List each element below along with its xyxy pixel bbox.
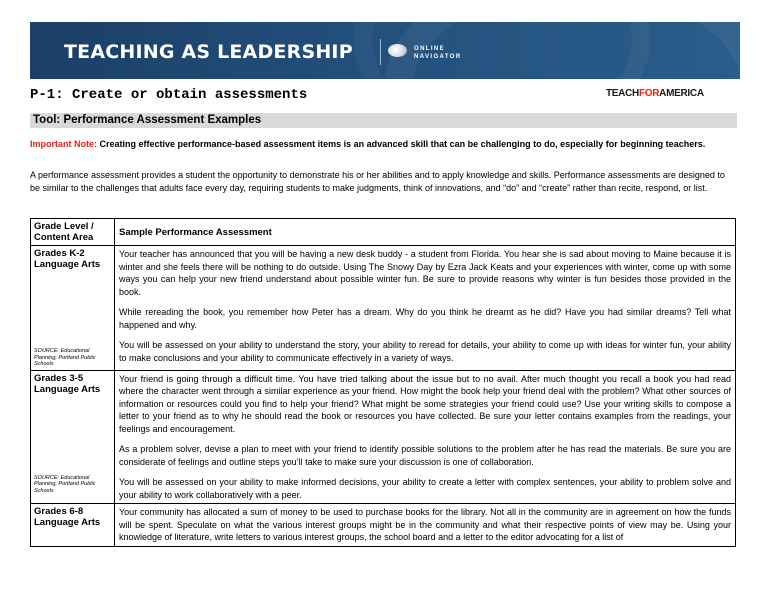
page-title: P-1: Create or obtain assessments	[30, 87, 308, 103]
grade-label: Grades 6-8 Language Arts	[34, 506, 101, 528]
assessment-paragraph: While rereading the book, you remember how Peter has a dream. Why do you think he dreamt as he did? Have you had similar dreams? Tell what happened and why.	[119, 307, 731, 330]
assessment-criteria: You will be assessed on your ability to make informed decisions, your ability to create a letter with complex sentences, your ability to problem solve and your ability to work collaboratively with a peer.	[119, 477, 731, 500]
column-header-grade: Grade Level / Content Area	[31, 219, 115, 246]
tool-title: Tool: Performance Assessment Examples	[30, 113, 737, 128]
note-label: Important Note:	[30, 139, 97, 149]
banner-divider	[380, 39, 381, 65]
assessment-cell	[115, 370, 736, 504]
online-navigator-logo-icon	[388, 44, 407, 57]
assessment-cell	[115, 504, 736, 547]
banner-title: TEACHING AS LEADERSHIP	[64, 41, 353, 63]
grade-cell	[31, 504, 115, 547]
table-header-row	[31, 219, 736, 246]
important-note	[30, 138, 736, 151]
assessment-paragraph: Your teacher has announced that you will be having a new desk buddy - a student from Florida. You hear she is sad about moving to Maine because it is winter and she feels there will be nothing to do outside. Using The Snowy Day by Ezra Jack Keats and your experiences with winter, come up with some ways you can help your new friend understand about possible winter fun. Be sure to provide reasons why winter is fun besides those provided in the book.	[119, 249, 731, 297]
grade-label: Grades 3-5 Language Arts	[34, 372, 101, 395]
assessment-criteria: You will be assessed on your ability to understand the story, your ability to reread for details, your ability to come up with ideas for winter fun, your ability to make conclusions and your ability to communicate effectively in a variety of ways.	[119, 340, 731, 363]
header-banner	[30, 22, 740, 79]
assessment-paragraph: Your friend is going through a difficult time. You have tried talking about the issue but to no avail. After much thought you recall a book you had read where the character went through a similar experience as your friend. How might the book help your friend deal with the problem? What other sources of information or resources could you find to help your friend? What might be some strategies your friend could use? Use your writing skills to compose a letter to your friend as to why he should read the book or resources you have collected. Be sure your letter contains examples from the readings, your feelings and encouragement.	[119, 373, 731, 434]
grade-cell	[31, 370, 115, 504]
source-note: SOURCE: Educational Planning, Portland Public Schools	[34, 348, 96, 367]
assessment-paragraph: As a problem solver, devise a plan to meet with your friend to identify possible solutions to the problem after he has read the materials. Be sure you are considerate of feelings and outline steps you’ll take to make sure your discussion is one of collaboration.	[119, 444, 731, 467]
teach-for-america-logo: TEACHFORAMERICA	[606, 88, 704, 99]
table-row	[31, 504, 736, 547]
column-header-assessment: Sample Performance Assessment	[115, 219, 736, 246]
table-row	[31, 246, 736, 371]
table-row	[31, 370, 736, 504]
assessment-cell	[115, 246, 736, 371]
online-navigator-logo-text: ONLINE NAVIGATOR	[414, 46, 462, 60]
assessment-table	[30, 218, 736, 547]
grade-label: Grades K-2 Language Arts	[34, 248, 101, 270]
intro-paragraph: A performance assessment provides a student the opportunity to demonstrate his or her abilities and to apply knowledge and skills. Performance assessments are designed to be similar to the challenges that adults face every day, requiring students to make judgments, think of innovations, and “do” and “create” rather than recite, respond, or list.	[30, 170, 725, 193]
note-text: Creating effective performance-based assessment items is an advanced skill that can be challenging to do, especially for beginning teachers.	[99, 139, 706, 149]
grade-cell	[31, 246, 115, 371]
assessment-paragraph: Your community has allocated a sum of money to be used to purchase books for the library. Not all in the community are in agreement on how the funds will be spent. Speculate on what the various interest groups might be in the community and what their respective points of view may be. Using your knowledge of literature, write letters to various interest groups, the school board and a letter to the editor advocating for a list of	[119, 507, 731, 542]
source-note: SOURCE: Educational Planning, Portland Public Schools	[34, 474, 96, 494]
